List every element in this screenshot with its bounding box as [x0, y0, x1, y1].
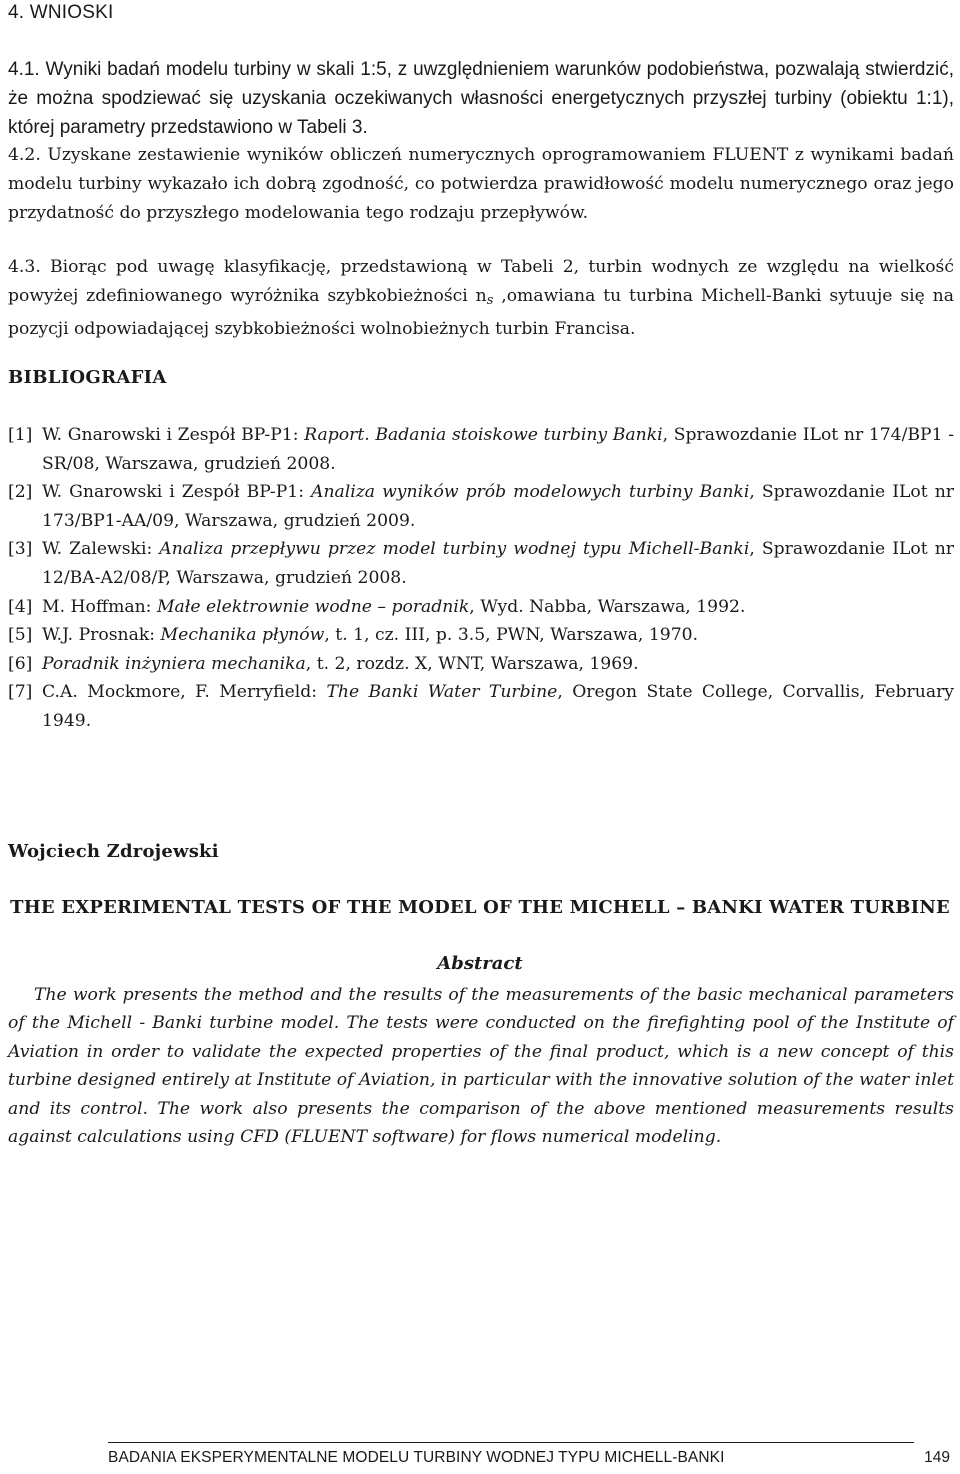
author-name: Wojciech Zdrojewski: [8, 841, 219, 862]
page-number: 149: [924, 1449, 950, 1466]
conclusion-4-3: [8, 253, 954, 345]
bibliography-entry-text: , Sprawozdanie ILot nr 173/BP1-AA/09, Warszawa, grudzień 2009.: [42, 482, 954, 531]
section-heading: 4. WNIOSKI: [8, 2, 114, 23]
bibliography-entry-text: , Sprawozdanie ILot nr 174/BP1 - SR/08, Warszawa, grudzień 2008.: [42, 425, 955, 474]
conclusion-4-2: 4.2. Uzyskane zestawienie wyników obliczeń numerycznych oprogramowaniem FLUENT z wynikami badań modelu turbiny wykazało ich dobrą zgodność, co potwierdza prawidłowość modelu numerycznego oraz jego przydatność do przyszłego modelowania tego rodzaju przepływów.: [8, 145, 954, 224]
abstract-text: The work presents the method and the results of the measurements of the basic mechanical parameters of the Michell - Banki turbine model. The tests were conducted on the firefighting pool of the Institute of Aviation in order to validate the expected properties of the final product, which is a new concept of this turbine designed entirely at Institute of Aviation, in particular with the innovative solution of the water inlet and its control. The work also presents the comparison of the above mentioned measurements results against calculations using CFD (FLUENT software) for flows numerical modeling.: [8, 985, 954, 1148]
bibliography-entry: [8, 421, 954, 478]
bibliography-entry-text: , Oregon State College, Corvallis, February 1949.: [42, 682, 954, 731]
bibliography-entry: [8, 650, 954, 679]
bibliography-entry: [8, 621, 954, 650]
bibliography-entry-title: Małe elektrownie wodne – poradnik: [156, 596, 470, 617]
bibliography-entry-title: Mechanika płynów: [160, 625, 325, 646]
bibliography-entry-text: , Wyd. Nabba, Warszawa, 1992.: [469, 596, 746, 617]
bibliography-entry-text: W. Zalewski:: [42, 539, 160, 560]
english-title: THE EXPERIMENTAL TESTS OF THE MODEL OF THE MICHELL – BANKI WATER TURBINE: [10, 897, 950, 918]
bibliography-entry-title: Analiza przepływu przez model turbiny wodnej typu Michell-Banki: [159, 539, 750, 560]
bibliography-entry-number: [5]: [8, 625, 33, 646]
bibliography-entry-title: Analiza wyników prób modelowych turbiny Banki: [311, 482, 750, 503]
bibliography-entry-text: W. Gnarowski i Zespół BP-P1:: [42, 425, 305, 445]
bibliography-entry-number: [1]: [8, 425, 33, 445]
bibliography-entry-text: , t. 1, cz. III, p. 3.5, PWN, Warszawa, 1970.: [324, 625, 699, 646]
bibliography-entry: [8, 593, 954, 622]
conclusion-4-3-text-before: 4.3. Biorąc pod uwagę klasyfikację, przedstawioną w Tabeli 2, turbin wodnych ze względu na wielkość powyżej zdefiniowanego wyróżnika szybkobieżności n: [8, 257, 954, 307]
bibliography-entry-number: [2]: [8, 482, 33, 503]
bibliography-entry-text: , Sprawozdanie ILot nr 12/BA-A2/08/P, Warszawa, grudzień 2008.: [42, 539, 954, 588]
bibliography-entry-text: C.A. Mockmore, F. Merryfield:: [42, 682, 327, 703]
conclusion-4-3-text-after: ,omawiana tu turbina Michell-Banki sytuuje się na pozycji odpowiadającej szybkobieżności wolnobieżnych turbin Francisa.: [8, 286, 954, 340]
footer-title: BADANIA EKSPERYMENTALNE MODELU TURBINY WODNEJ TYPU MICHELL-BANKI: [108, 1449, 725, 1466]
bibliography-entry: [8, 535, 954, 592]
bibliography-entry-number: [4]: [8, 596, 33, 617]
abstract-heading: Abstract: [437, 953, 523, 974]
bibliography-entry-text: W. Gnarowski i Zespół BP-P1:: [42, 482, 312, 503]
bibliography-entry-text: , t. 2, rozdz. X, WNT, Warszawa, 1969.: [305, 653, 639, 674]
footer-rule: [108, 1442, 914, 1443]
bibliography-entry-title: Poradnik inżyniera mechanika: [42, 653, 306, 674]
bibliography-entry-title: Raport. Badania stoiskowe turbiny Banki: [304, 425, 663, 445]
conclusion-4-1: 4.1. Wyniki badań modelu turbiny w skali 1:5, z uwzględnieniem warunków podobieństwa, pozwalają stwierdzić, że można spodziewać się uzyskania oczekiwanych własności energetycznych przyszłej turbiny (obiektu 1:1), której parametry przedstawiono w Tabeli 3.: [8, 59, 954, 139]
bibliography-entry-number: [6]: [8, 653, 33, 674]
bibliography-list: [8, 421, 954, 736]
ns-subscript: s: [486, 293, 494, 309]
bibliography-entry-number: [7]: [8, 682, 33, 703]
bibliography-entry-text: W.J. Prosnak:: [42, 625, 161, 646]
bibliography-entry-number: [3]: [8, 539, 33, 560]
bibliography-entry: [8, 478, 954, 535]
bibliography-entry: [8, 678, 954, 735]
bibliography-entry-title: The Banki Water Turbine: [326, 682, 558, 703]
bibliography-entry-text: M. Hoffman:: [42, 596, 157, 617]
bibliography-title: BIBLIOGRAFIA: [8, 367, 167, 388]
